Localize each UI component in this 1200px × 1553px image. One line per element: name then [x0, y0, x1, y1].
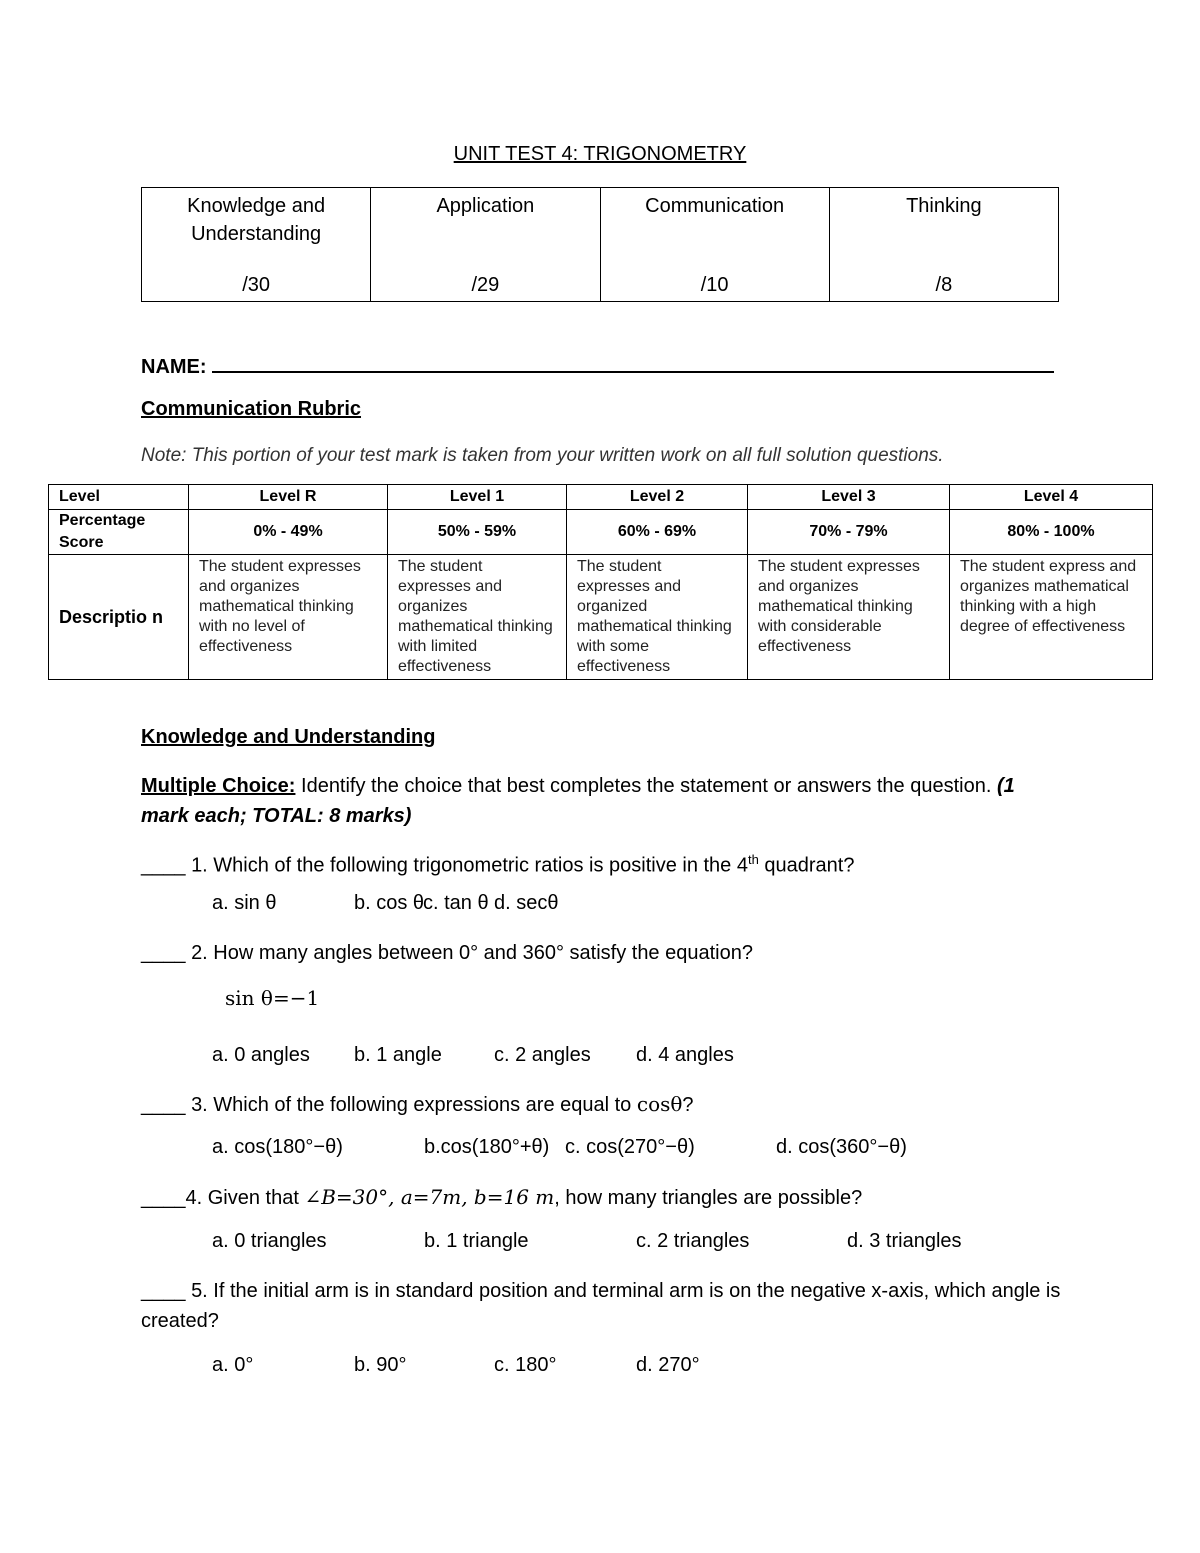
option-a[interactable]: a. sin θ [212, 892, 277, 914]
score-category: Application [436, 195, 535, 217]
question-4 [141, 1182, 1071, 1213]
score-cell-application [371, 188, 600, 302]
answer-blank[interactable]: ____ [141, 1094, 192, 1116]
score-category: Communication [645, 195, 785, 217]
option-a[interactable]: a. 0 triangles [212, 1230, 327, 1252]
score-marks: /29 [471, 274, 500, 296]
option-d[interactable]: d. 270° [636, 1354, 700, 1376]
rubric-description: The student expresses and organized mathematical thinking with some effectiveness [567, 555, 748, 680]
name-label: NAME: [141, 356, 213, 378]
rubric-description: The student express and organizes mathematical thinking with a high degree of effectiveness [950, 555, 1153, 680]
option-c[interactable]: c. tan θ [423, 892, 489, 914]
answer-blank[interactable]: ____ [141, 1280, 192, 1302]
rubric-percentage: 70% - 79% [748, 510, 950, 555]
answer-blank[interactable]: ____ [141, 942, 192, 964]
question-5 [141, 1276, 1071, 1336]
mc-instructions [141, 771, 1041, 831]
option-a[interactable]: a. 0° [212, 1354, 254, 1376]
name-field-line [141, 351, 1054, 379]
option-b[interactable]: b. 1 triangle [424, 1230, 529, 1252]
mc-label: Multiple Choice: [141, 775, 296, 797]
question-text: 2. How many angles between 0° and 360° satisfy the equation? [191, 942, 753, 964]
answer-blank[interactable]: ____ [141, 854, 192, 877]
rubric-level: Level 4 [950, 485, 1153, 510]
option-b[interactable]: b.cos(180°+θ) [424, 1136, 550, 1158]
question-text: 4. Given that [185, 1187, 305, 1209]
rubric-level: Level 3 [748, 485, 950, 510]
rubric-percentage: 60% - 69% [567, 510, 748, 555]
rubric-description-row [49, 555, 1153, 680]
score-marks: /30 [242, 274, 271, 296]
mc-marks: (1 mark each; TOTAL: 8 marks) [141, 775, 1015, 827]
superscript: th [748, 852, 759, 867]
rubric-percentage: 50% - 59% [388, 510, 567, 555]
rubric-row-label: Percentage Score [49, 510, 189, 555]
rubric-description: The student expresses and organizes mathematical thinking with considerable effectiveness [748, 555, 950, 680]
rubric-note: Note: This portion of your test mark is taken from your written work on all full solution questions. [141, 445, 944, 466]
question-text: 5. If the initial arm is in standard position and terminal arm is on the negative x-axis, which angle is created? [141, 1280, 1061, 1332]
name-blank[interactable] [212, 351, 1054, 373]
option-b[interactable]: b. cos θ [354, 892, 425, 914]
mc-instruction-text: Identify the choice that best completes the statement or answers the question. [295, 775, 997, 797]
score-cell-knowledge [142, 188, 371, 302]
option-c[interactable]: c. 2 angles [494, 1044, 591, 1066]
question-text: 3. Which of the following expressions are equal to [191, 1094, 637, 1116]
question-text: ? [682, 1094, 694, 1116]
answer-blank[interactable]: ____ [141, 1187, 186, 1209]
question-expression: ∠B=30°, a=7m, b=16 m [304, 1185, 555, 1209]
rubric-row-label: Descriptio n [49, 555, 189, 680]
rubric-percentage: 0% - 49% [189, 510, 388, 555]
rubric-percentage-row [49, 510, 1153, 555]
rubric-level: Level 1 [388, 485, 567, 510]
score-marks: /10 [700, 274, 729, 296]
score-marks: /8 [935, 274, 953, 296]
page-title: UNIT TEST 4: TRIGONOMETRY [453, 143, 747, 165]
option-d[interactable]: d. secθ [494, 892, 559, 914]
option-d[interactable]: d. 3 triangles [847, 1230, 962, 1252]
question-text: , how many triangles are possible? [554, 1187, 863, 1209]
option-d[interactable]: d. cos(360°−θ) [776, 1136, 907, 1158]
question-expression: cosθ [636, 1092, 683, 1116]
score-cell-communication [600, 188, 829, 302]
score-cell-thinking [829, 188, 1058, 302]
question-text: quadrant? [758, 854, 855, 877]
rubric-description: The student expresses and organizes mathematical thinking with limited effectiveness [388, 555, 567, 680]
option-c[interactable]: c. cos(270°−θ) [565, 1136, 695, 1158]
rubric-percentage: 80% - 100% [950, 510, 1153, 555]
question-2-equation: sin θ=−1 [225, 986, 320, 1010]
rubric-description: The student expresses and organizes mathematical thinking with no level of effectiveness [189, 555, 388, 680]
rubric-row-label: Level [49, 485, 189, 510]
rubric-level-row [49, 485, 1153, 510]
ku-heading: Knowledge and Understanding [141, 726, 436, 748]
question-1 [141, 845, 1071, 881]
option-c[interactable]: c. 180° [494, 1354, 557, 1376]
communication-rubric-table [48, 484, 1153, 680]
option-a[interactable]: a. cos(180°−θ) [212, 1136, 343, 1158]
option-b[interactable]: b. 1 angle [354, 1044, 442, 1066]
question-2 [141, 938, 1071, 968]
rubric-level: Level 2 [567, 485, 748, 510]
option-b[interactable]: b. 90° [354, 1354, 407, 1376]
rubric-level: Level R [189, 485, 388, 510]
score-category: Knowledge and Understanding [187, 195, 326, 245]
score-category: Thinking [906, 195, 982, 217]
option-d[interactable]: d. 4 angles [636, 1044, 734, 1066]
rubric-heading: Communication Rubric [141, 398, 362, 420]
question-text: 1. Which of the following trigonometric ratios is positive in the 4 [191, 854, 748, 877]
option-c[interactable]: c. 2 triangles [636, 1230, 750, 1252]
option-a[interactable]: a. 0 angles [212, 1044, 310, 1066]
question-3 [141, 1089, 1071, 1120]
score-table [141, 187, 1059, 302]
